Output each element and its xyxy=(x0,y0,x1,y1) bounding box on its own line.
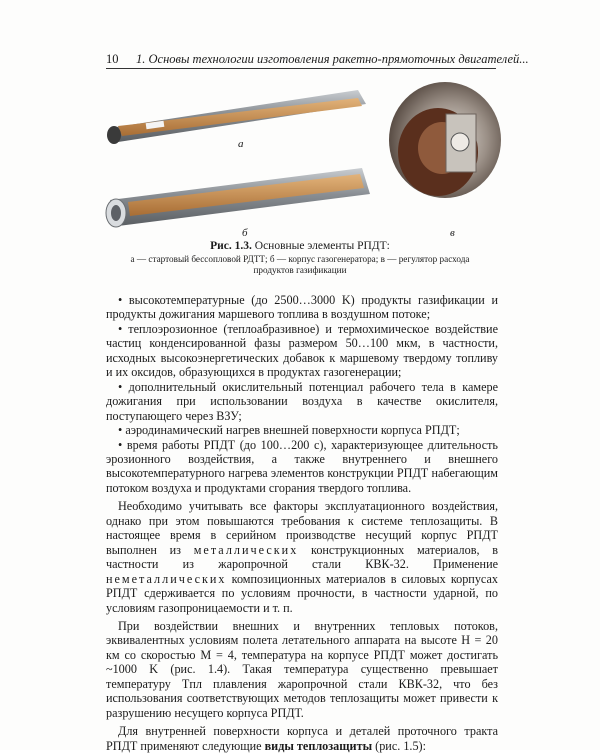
p1-text-c: композиционных материалов в силовых корпусах РПДТ сдерживается по условиям прочности, в частности ударной, по условиям газопроницаемости и т. п. xyxy=(106,571,498,615)
figure-1-3 xyxy=(100,80,520,240)
running-header xyxy=(106,52,529,69)
p1-spaced-1: металлических xyxy=(193,542,299,557)
figure-label-b: б xyxy=(242,227,248,239)
running-title: 1. Основы технологии изготовления ракетно-прямоточных двигателей... xyxy=(136,52,529,66)
paragraph-3 xyxy=(106,724,498,753)
p3-text-a: Для внутренней поверхности корпуса и деталей проточного тракта РПДТ применяют следующие xyxy=(106,724,498,753)
figure-label-a: а xyxy=(238,138,244,150)
bullet-2: • теплоэрозионное (теплоабразивное) и термохимическое воздействие частиц конденсированной фазы размером 50…100 мкм, в частности, исходных высокоэнергетических добавок к маршевому твердому топливу и их оксидов, образующихся в продуктах газогенерации; xyxy=(106,322,498,380)
starting-motor-image xyxy=(107,90,366,144)
caption-number: Рис. 1.3. xyxy=(210,240,252,252)
gas-generator-body-image xyxy=(106,168,370,227)
bullet-5: • время работы РПДТ (до 100…200 с), характеризующее длительность эрозионного воздействия, а также внутреннего и внешнего высокотемпературного нагрева элементов конструкции РПДТ набегающим потоком воздуха и продуктами сгорания твердого топлива. xyxy=(106,438,498,496)
p3-bold: виды теплозащиты xyxy=(264,738,373,753)
paragraph-2: При воздействии внешних и внутренних тепловых потоков, эквивалентных условиям полета летательного аппарата на высоте H = 20 км со скоростью M = 4, температура на корпусе РПДТ может достигать ~1000 K (рис. 1.4). Такая температура существенно превышает температуру Tпл плавления жаропрочной стали КВК-32, что без использования соответствующих методов теплозащиты может привести к разрушению несущего корпуса РПДТ. xyxy=(106,618,498,720)
page-number: 10 xyxy=(106,52,119,66)
flow-regulator-image xyxy=(389,82,501,198)
p1-text-b: конструкционных материалов, в частности из жаропрочной стали КВК-32. Применение xyxy=(106,542,498,572)
caption-name: Основные элементы РПДТ: xyxy=(254,240,390,252)
figure-label-v: в xyxy=(450,227,455,239)
bullet-1: • высокотемпературные (до 2500…3000 K) продукты газификации и продукты дожигания маршевого топлива в воздушном потоке; xyxy=(106,293,498,322)
figure-caption xyxy=(110,240,490,276)
p3-text-b: (рис. 1.5): xyxy=(372,738,426,753)
caption-body: а — стартовый бессопловой РДТТ; б — корпус газогенератора; в — регулятор расхода продуктов газификации xyxy=(130,254,470,275)
main-text xyxy=(106,293,498,753)
figure-illustrations xyxy=(100,80,520,240)
p1-spaced-2: неметаллических xyxy=(106,571,227,586)
bullet-4: • аэродинамический нагрев внешней поверхности корпуса РПДТ; xyxy=(106,423,498,437)
paragraph-1 xyxy=(106,499,498,615)
p1-text-a: Необходимо учитывать все факторы эксплуатационного воздействия, однако при этом повышаются требования к системе теплозащиты. В настоящее время в серийном производстве несущий корпус РПДТ выполнен из xyxy=(106,499,498,557)
bullet-3: • дополнительный окислительный потенциал рабочего тела в камере дожигания при использовании воздуха в качестве окислителя, поступающего через ВЗУ; xyxy=(106,380,498,423)
